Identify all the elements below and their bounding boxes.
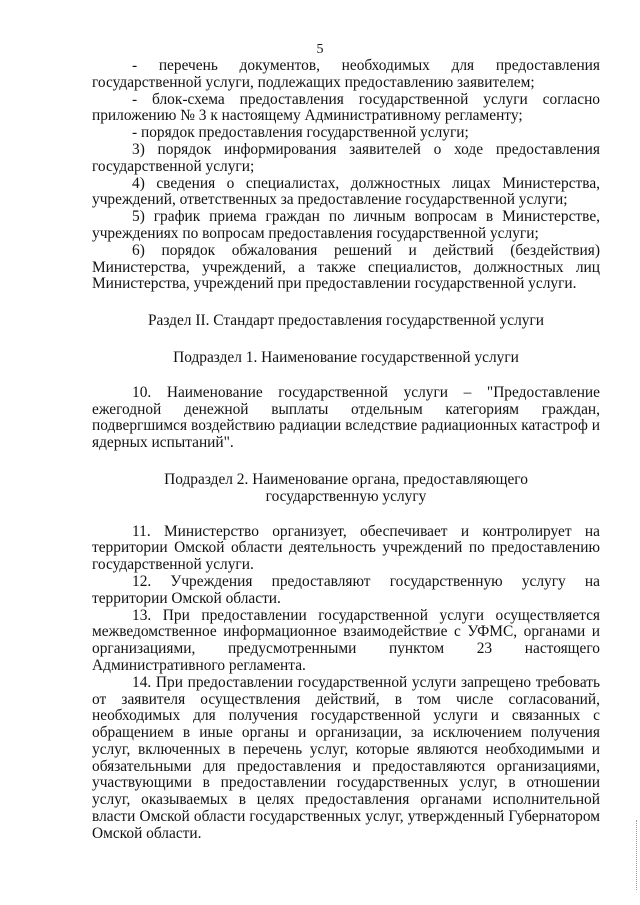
section-2-title: Раздел II. Стандарт предоставления государственной услуги [147,312,545,330]
paragraph-13: 13. При предоставлении государственной услуги осуществляется межведомственное информационное взаимодействие с УФМС, органами и организациями, предусмотренными пунктом 23 настоящего Административного регламента. [92,606,600,674]
list-item-documents: - перечень документов, необходимых для предоставления государственной услуги, подлежащих предоставлению заявителем; [92,57,600,91]
paragraph-10: 10. Наименование государственной услуги – "Предоставление ежегодной денежной выплаты отдельным категориям граждан, подвергшимся воздействию радиации вследствие радиационных катастроф и ядерных испытаний". [92,383,600,452]
subsection-2-title [92,472,600,506]
paragraph-14: 14. При предоставлении государственной услуги запрещено требовать от заявителя осуществления действий, в том числе согласований, необходимых для получения государственной услуги и связанных с обращением в иные органы и организации, за исключением получения услуг, включенных в перечень услуг, которые являются необходимыми и обязательными для предоставления и предоставляются организациями, участвующими в предоставлении государственных услуг, в отношении услуг, оказываемых в целях предоставления органами исполнительной власти Омской области государственных услуг, утвержденный Губернатором Омской области. [92,673,600,842]
list-item-specialists: 4) сведения о специалистах, должностных лицах Министерства, учреждений, ответственных за предоставление государственной услуги; [92,174,600,209]
list-item-informing: 3) порядок информирования заявителей о ходе предоставления государственной услуги; [92,140,600,175]
list-item-appeal: 6) порядок обжалования решений и действий (бездействия) Министерства, учреждений, а также специалистов, должностных лиц Министерства, учреждений при предоставлении государственной услуги. [92,241,600,293]
paragraph-12: 12. Учреждения предоставляют государственную услугу на территории Омской области. [92,572,600,607]
paragraph-11: 11. Министерство организует, обеспечивает и контролирует на территории Омской области деятельность учреждений по предоставлению государственной услуги. [92,522,600,574]
subsection-2-title-line-2: государственную услугу [265,487,427,505]
scan-edge-marks [633,820,637,890]
page-body [92,58,600,843]
list-item-block-diagram: - блок-схема предоставления государственной услуги согласно приложению № 3 к настоящему Административному регламенту; [92,90,600,125]
subsection-1-title: Подраздел 1. Наименование государственной услуги [173,348,519,366]
list-item-schedule: 5) график приема граждан по личным вопросам в Министерстве, учреждениях по вопросам предоставления государственной услуги; [92,208,600,242]
subsection-2-title-line-1: Подраздел 2. Наименование органа, предоставляющего [164,470,528,488]
list-item-procedure: - порядок предоставления государственной услуги; [132,124,469,142]
page-number: 5 [316,42,324,57]
